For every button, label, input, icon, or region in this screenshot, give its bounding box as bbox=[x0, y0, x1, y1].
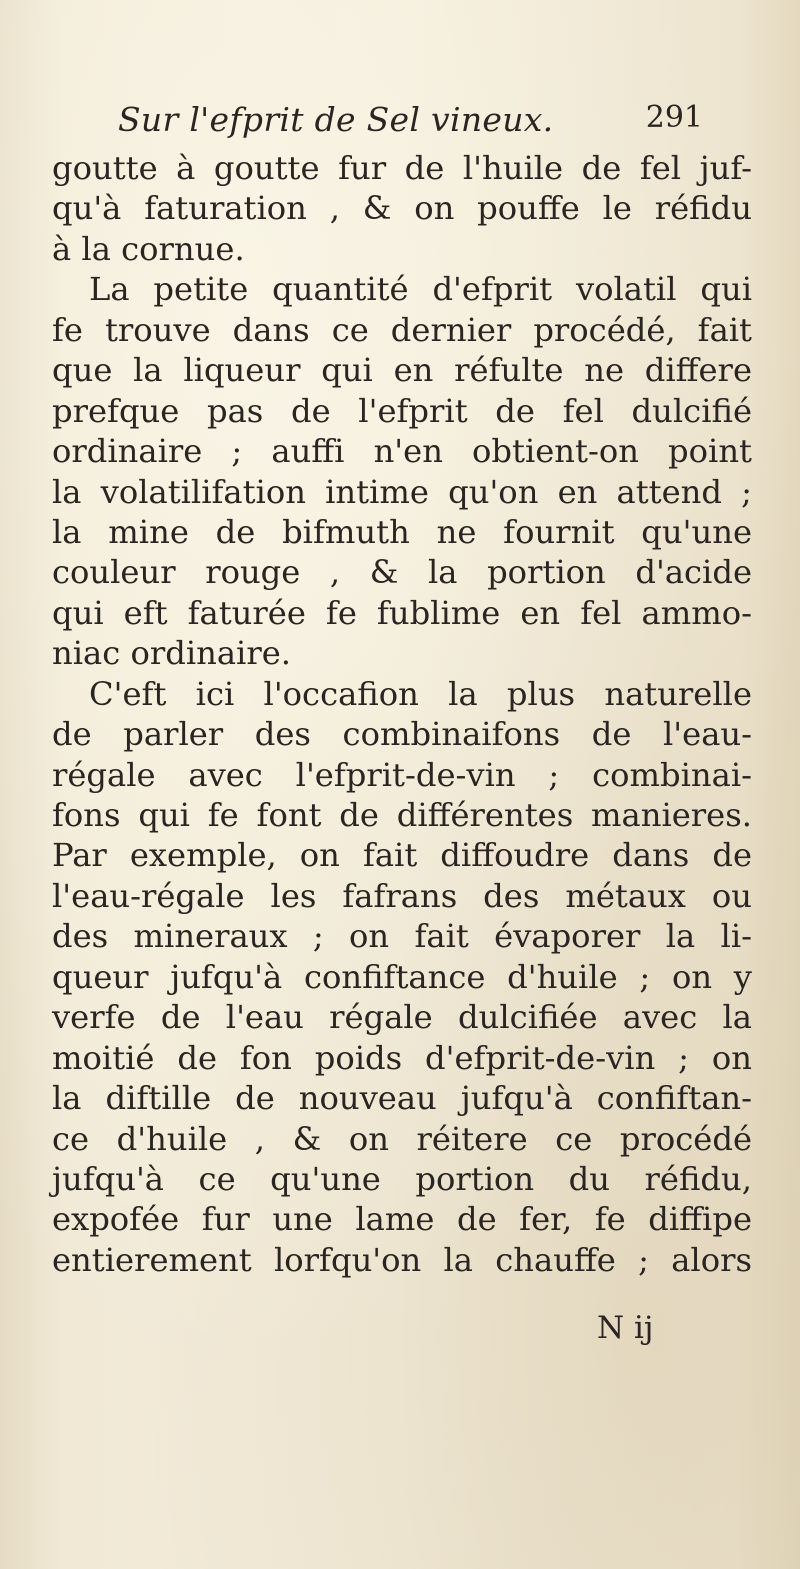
text-line: jufqu'à ce qu'une portion du réfidu, bbox=[52, 1159, 752, 1198]
text-line: qu'à faturation , & on pouffe le réfidu bbox=[52, 189, 752, 228]
text-line: la mine de bifmuth ne fournit qu'une bbox=[52, 512, 752, 551]
running-title: Sur l'efprit de Sel vineux. bbox=[118, 100, 554, 139]
text-line: fe trouve dans ce dernier procédé, fait bbox=[52, 310, 752, 349]
text-line: à la cornue. bbox=[52, 229, 245, 268]
text-line: queur jufqu'à confiftance d'huile ; on y bbox=[52, 957, 752, 996]
signature-mark: N ij bbox=[597, 1310, 654, 1346]
text-line: fons qui fe font de différentes manieres. bbox=[52, 796, 752, 834]
text-line: que la liqueur qui en réfulte ne differe bbox=[52, 351, 752, 390]
text-line: C'eft ici l'occafion la plus naturelle bbox=[89, 674, 752, 713]
body-text bbox=[52, 148, 752, 1280]
text-line: verfe de l'eau régale dulcifiée avec la bbox=[52, 998, 752, 1037]
text-line: prefque pas de l'efprit de fel dulcifié bbox=[52, 391, 752, 430]
text-line: Par exemple, on fait diffoudre dans de bbox=[52, 836, 752, 875]
text-line: régale avec l'efprit-de-vin ; combinai- bbox=[52, 755, 752, 794]
text-line: expofée fur une lame de fer, fe diffipe bbox=[52, 1200, 752, 1239]
text-line: ce d'huile , & on réitere ce procédé bbox=[52, 1119, 752, 1158]
text-line: moitié de fon poids d'efprit-de-vin ; on bbox=[52, 1038, 752, 1077]
text-line: l'eau-régale les fafrans des métaux ou bbox=[52, 876, 752, 915]
text-line: entierement lorfqu'on la chauffe ; alors bbox=[52, 1240, 752, 1279]
text-line: goutte à goutte fur de l'huile de fel juf- bbox=[52, 149, 752, 187]
text-line: ordinaire ; auffi n'en obtient-on point bbox=[52, 432, 752, 471]
text-line: la volatilifation intime qu'on en attend ; bbox=[52, 472, 752, 511]
page-number: 291 bbox=[645, 100, 703, 135]
text-line: des mineraux ; on fait évaporer la li- bbox=[52, 917, 752, 956]
text-line: qui eft faturée fe fublime en fel ammo- bbox=[52, 593, 752, 632]
text-line: de parler des combinaifons de l'eau- bbox=[52, 715, 752, 754]
text-line: La petite quantité d'efprit volatil qui bbox=[89, 270, 752, 309]
text-line: niac ordinaire. bbox=[52, 634, 292, 673]
running-header bbox=[118, 100, 703, 150]
text-line: la diftille de nouveau jufqu'à confiftan- bbox=[52, 1079, 752, 1118]
text-line: couleur rouge , & la portion d'acide bbox=[52, 553, 752, 592]
